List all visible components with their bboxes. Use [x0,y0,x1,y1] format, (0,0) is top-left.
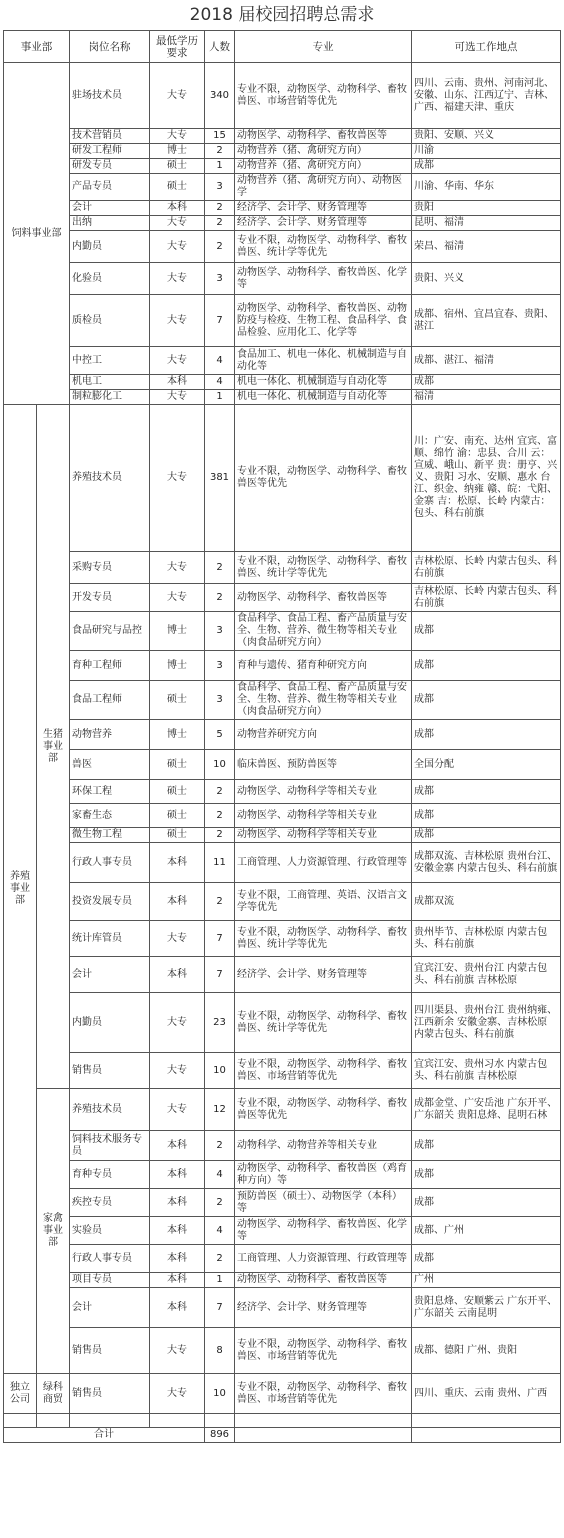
count-cell: 2 [205,828,235,843]
education-cell: 大专 [150,993,205,1053]
major-cell: 专业不限，动物医学、动物科学、畜牧兽医、统计学等优先 [235,231,412,263]
table-row [4,201,561,216]
major-cell: 经济学、会计学、财务管理等 [235,1288,412,1328]
major-cell: 动物医学、动物科学等相关专业 [235,828,412,843]
education-cell: 本科 [150,883,205,921]
major-cell: 动物医学、动物科学、畜牧兽医等 [235,129,412,144]
position-cell: 家畜生态 [70,804,150,828]
major-cell: 动物医学、动物科学、畜牧兽医（鸡育种方向）等 [235,1161,412,1189]
header-dept: 事业部 [4,31,70,63]
table-row [4,295,561,347]
location-cell: 成都金堂、广安岳池 广东开平、广东韶关 贵阳息烽、昆明石林 [412,1089,561,1131]
empty-cell [412,1414,561,1428]
position-cell: 内勤员 [70,993,150,1053]
count-cell: 340 [205,63,235,129]
table-row [4,804,561,828]
total-count: 896 [205,1428,235,1443]
position-cell: 统计库管员 [70,921,150,957]
position-cell: 育种专员 [70,1161,150,1189]
count-cell: 11 [205,843,235,883]
major-cell: 机电一体化、机械制造与自动化等 [235,375,412,390]
position-cell: 行政人事专员 [70,1245,150,1273]
table-row [4,1217,561,1245]
position-cell: 实验员 [70,1217,150,1245]
location-cell: 四川、云南、贵州、河南河北、安徽、山东、江西辽宁、吉林、广西、福建天津、重庆 [412,63,561,129]
header-major: 专业 [235,31,412,63]
education-cell: 博士 [150,651,205,681]
education-cell: 大专 [150,405,205,552]
position-cell: 食品工程师 [70,681,150,720]
count-cell: 1 [205,1273,235,1288]
location-cell: 成都 [412,1189,561,1217]
empty-cell [70,1414,150,1428]
table-row [4,405,561,552]
group-pig: 生猪事业部 [37,405,70,1089]
education-cell: 大专 [150,347,205,375]
location-cell: 四川渠县、贵州台江 贵州纳雍、江西新余 安徽金寨、吉林松原 内蒙古包头、科右前旗 [412,993,561,1053]
education-cell: 大专 [150,263,205,295]
education-cell: 大专 [150,129,205,144]
major-cell: 动物营养（猪、禽研究方向） [235,159,412,174]
table-row [4,390,561,405]
table-row [4,1273,561,1288]
education-cell: 博士 [150,720,205,750]
major-cell: 经济学、会计学、财务管理等 [235,216,412,231]
location-cell: 成都、宿州、宜昌宜春、贵阳、湛江 [412,295,561,347]
education-cell: 大专 [150,216,205,231]
total-row [4,1428,561,1443]
education-cell: 大专 [150,584,205,612]
location-cell: 成都、德阳 广州、贵阳 [412,1328,561,1374]
major-cell: 育种与遗传、猪育种研究方向 [235,651,412,681]
count-cell: 381 [205,405,235,552]
recruitment-table [3,30,561,1443]
location-cell: 成都 [412,828,561,843]
location-cell: 吉林松原、长岭 内蒙古包头、科右前旗 [412,584,561,612]
position-cell: 兽医 [70,750,150,780]
education-cell: 硕士 [150,750,205,780]
location-cell: 成都 [412,612,561,651]
table-row [4,720,561,750]
table-row [4,159,561,174]
major-cell: 动物营养研究方向 [235,720,412,750]
location-cell: 贵阳息烽、安顺紫云 广东开平、广东韶关 云南昆明 [412,1288,561,1328]
major-cell: 工商管理、人力资源管理、行政管理等 [235,843,412,883]
location-cell: 川渝、华南、华东 [412,174,561,201]
education-cell: 本科 [150,1161,205,1189]
education-cell: 大专 [150,231,205,263]
major-cell: 动物营养（猪、禽研究方向） [235,144,412,159]
major-cell: 专业不限，动物医学、动物科学、畜牧兽医、市场营销等优先 [235,1053,412,1089]
position-cell: 项目专员 [70,1273,150,1288]
count-cell: 4 [205,347,235,375]
location-cell: 成都、湛江、福清 [412,347,561,375]
count-cell: 7 [205,957,235,993]
position-cell: 养殖技术员 [70,405,150,552]
table-row [4,1414,561,1428]
total-label: 合计 [4,1428,205,1443]
education-cell: 硕士 [150,681,205,720]
major-cell: 工商管理、人力资源管理、行政管理等 [235,1245,412,1273]
table-row [4,1053,561,1089]
major-cell: 专业不限，工商管理、英语、汉语言文学等优先 [235,883,412,921]
table-row [4,129,561,144]
table-row [4,144,561,159]
location-cell: 广州 [412,1273,561,1288]
location-cell: 川渝 [412,144,561,159]
location-cell: 成都 [412,1131,561,1161]
count-cell: 2 [205,201,235,216]
group-independent: 独立公司 [4,1374,37,1414]
education-cell: 大专 [150,295,205,347]
header-row [4,31,561,63]
major-cell: 临床兽医、预防兽医等 [235,750,412,780]
education-cell: 大专 [150,552,205,584]
empty-cell [4,1414,37,1428]
location-cell: 成都 [412,681,561,720]
location-cell: 贵州毕节、吉林松原 内蒙古包头、科右前旗 [412,921,561,957]
count-cell: 4 [205,375,235,390]
education-cell: 本科 [150,1189,205,1217]
count-cell: 10 [205,1374,235,1414]
education-cell: 本科 [150,843,205,883]
group-feed: 饲料事业部 [4,63,70,405]
header-count: 人数 [205,31,235,63]
position-cell: 出纳 [70,216,150,231]
education-cell: 大专 [150,1089,205,1131]
location-cell: 贵阳 [412,201,561,216]
major-cell: 食品加工、机电一体化、机械制造与自动化等 [235,347,412,375]
location-cell: 成都 [412,651,561,681]
position-cell: 销售员 [70,1328,150,1374]
empty-cell [37,1414,70,1428]
count-cell: 2 [205,780,235,804]
table-row [4,347,561,375]
count-cell: 2 [205,231,235,263]
education-cell: 硕士 [150,804,205,828]
location-cell: 成都 [412,780,561,804]
position-cell: 育种工程师 [70,651,150,681]
position-cell: 食品研究与品控 [70,612,150,651]
table-row [4,843,561,883]
education-cell: 本科 [150,1273,205,1288]
table-row [4,1374,561,1414]
major-cell: 动物医学、动物科学、畜牧兽医等 [235,1273,412,1288]
count-cell: 3 [205,174,235,201]
table-row [4,1131,561,1161]
position-cell: 开发专员 [70,584,150,612]
location-cell: 成都、广州 [412,1217,561,1245]
education-cell: 硕士 [150,159,205,174]
major-cell: 专业不限，动物医学、动物科学、畜牧兽医、统计学等优先 [235,921,412,957]
position-cell: 会计 [70,201,150,216]
table-row [4,375,561,390]
major-cell: 专业不限，动物医学、动物科学、畜牧兽医、市场营销等优先 [235,63,412,129]
empty-cell [235,1428,412,1443]
major-cell: 动物科学、动物营养等相关专业 [235,1131,412,1161]
location-cell: 吉林松原、长岭 内蒙古包头、科右前旗 [412,552,561,584]
header-location: 可选工作地点 [412,31,561,63]
location-cell: 宜宾江安、贵州台江 内蒙古包头、科右前旗 吉林松原 [412,957,561,993]
table-row [4,1189,561,1217]
count-cell: 3 [205,651,235,681]
count-cell: 23 [205,993,235,1053]
position-cell: 研发工程师 [70,144,150,159]
location-cell: 成都 [412,159,561,174]
location-cell: 成都双流、吉林松原 贵州台江、安徽金寨 内蒙古包头、科右前旗 [412,843,561,883]
position-cell: 质检员 [70,295,150,347]
group-breeding: 养殖事业部 [4,405,37,1374]
education-cell: 大专 [150,921,205,957]
education-cell: 硕士 [150,828,205,843]
table-row [4,883,561,921]
header-position: 岗位名称 [70,31,150,63]
education-cell: 博士 [150,144,205,159]
major-cell: 专业不限，动物医学、动物科学、畜牧兽医、统计学等优先 [235,552,412,584]
empty-cell [205,1414,235,1428]
education-cell: 大专 [150,63,205,129]
major-cell: 机电一体化、机械制造与自动化等 [235,390,412,405]
major-cell: 食品科学、食品工程、畜产品质量与安全、生物、营养、微生物等相关专业（肉食品研究方向） [235,612,412,651]
location-cell: 成都 [412,375,561,390]
position-cell: 销售员 [70,1374,150,1414]
major-cell: 经济学、会计学、财务管理等 [235,201,412,216]
count-cell: 10 [205,1053,235,1089]
major-cell: 专业不限，动物医学、动物科学、畜牧兽医、市场营销等优先 [235,1374,412,1414]
major-cell: 动物医学、动物科学、畜牧兽医、动物防疫与检疫、生物工程、食品科学、食品检验、应用化工、化学等 [235,295,412,347]
location-cell: 贵阳、兴义 [412,263,561,295]
position-cell: 养殖技术员 [70,1089,150,1131]
count-cell: 12 [205,1089,235,1131]
position-cell: 化验员 [70,263,150,295]
location-cell: 贵阳、安顺、兴义 [412,129,561,144]
education-cell: 本科 [150,1288,205,1328]
count-cell: 2 [205,804,235,828]
major-cell: 食品科学、食品工程、畜产品质量与安全、生物、营养、微生物等相关专业（肉食品研究方向） [235,681,412,720]
table-row [4,957,561,993]
empty-cell [412,1428,561,1443]
group-green: 绿科商贸 [37,1374,70,1414]
education-cell: 大专 [150,1328,205,1374]
major-cell: 专业不限，动物医学、动物科学、畜牧兽医、统计学等优先 [235,993,412,1053]
position-cell: 会计 [70,957,150,993]
education-cell: 本科 [150,201,205,216]
table-row [4,552,561,584]
education-cell: 大专 [150,1374,205,1414]
location-cell: 荣昌、福清 [412,231,561,263]
position-cell: 投资发展专员 [70,883,150,921]
table-row [4,263,561,295]
count-cell: 2 [205,883,235,921]
position-cell: 疾控专员 [70,1189,150,1217]
education-cell: 大专 [150,390,205,405]
education-cell: 博士 [150,612,205,651]
major-cell: 经济学、会计学、财务管理等 [235,957,412,993]
table-row [4,216,561,231]
position-cell: 机电工 [70,375,150,390]
major-cell: 动物营养（猪、禽研究方向）、动物医学 [235,174,412,201]
count-cell: 15 [205,129,235,144]
location-cell: 昆明、福清 [412,216,561,231]
table-row [4,612,561,651]
location-cell: 成都 [412,720,561,750]
position-cell: 环保工程 [70,780,150,804]
position-cell: 内勤员 [70,231,150,263]
major-cell: 动物医学、动物科学、畜牧兽医、化学等 [235,1217,412,1245]
major-cell: 预防兽医（硕士）、动物医学（本科）等 [235,1189,412,1217]
location-cell: 成都 [412,1245,561,1273]
location-cell: 福清 [412,390,561,405]
position-cell: 销售员 [70,1053,150,1089]
position-cell: 采购专员 [70,552,150,584]
table-row [4,1089,561,1131]
education-cell: 大专 [150,1053,205,1089]
count-cell: 2 [205,144,235,159]
count-cell: 7 [205,1288,235,1328]
count-cell: 2 [205,584,235,612]
major-cell: 专业不限，动物医学、动物科学、畜牧兽医、市场营销等优先 [235,1328,412,1374]
count-cell: 2 [205,1189,235,1217]
count-cell: 3 [205,612,235,651]
count-cell: 10 [205,750,235,780]
count-cell: 3 [205,263,235,295]
education-cell: 本科 [150,375,205,390]
table-row [4,993,561,1053]
table-row [4,1288,561,1328]
education-cell: 硕士 [150,174,205,201]
position-cell: 技术营销员 [70,129,150,144]
position-cell: 动物营养 [70,720,150,750]
table-row [4,584,561,612]
count-cell: 1 [205,390,235,405]
education-cell: 本科 [150,1245,205,1273]
position-cell: 产品专员 [70,174,150,201]
count-cell: 8 [205,1328,235,1374]
page-title: 2018 届校园招聘总需求 [189,5,375,25]
position-cell: 饲料技术服务专员 [70,1131,150,1161]
position-cell: 会计 [70,1288,150,1328]
location-cell: 成都双流 [412,883,561,921]
education-cell: 硕士 [150,780,205,804]
location-cell: 成都 [412,804,561,828]
count-cell: 2 [205,216,235,231]
position-cell: 行政人事专员 [70,843,150,883]
empty-cell [235,1414,412,1428]
table-row [4,231,561,263]
education-cell: 本科 [150,957,205,993]
count-cell: 5 [205,720,235,750]
location-cell: 四川、重庆、云南 贵州、广西 [412,1374,561,1414]
header-edu: 最低学历要求 [150,31,205,63]
position-cell: 研发专员 [70,159,150,174]
table-row [4,1328,561,1374]
table-row [4,1245,561,1273]
count-cell: 2 [205,1245,235,1273]
table-row [4,174,561,201]
position-cell: 微生物工程 [70,828,150,843]
table-row [4,681,561,720]
education-cell: 本科 [150,1131,205,1161]
table-row [4,651,561,681]
count-cell: 4 [205,1217,235,1245]
location-cell: 全国分配 [412,750,561,780]
position-cell: 中控工 [70,347,150,375]
location-cell: 宜宾江安、贵州习水 内蒙古包头、科右前旗 吉林松原 [412,1053,561,1089]
major-cell: 动物医学、动物科学、畜牧兽医等 [235,584,412,612]
count-cell: 3 [205,681,235,720]
count-cell: 1 [205,159,235,174]
count-cell: 2 [205,1131,235,1161]
table-row [4,63,561,129]
count-cell: 7 [205,921,235,957]
table-row [4,828,561,843]
education-cell: 本科 [150,1217,205,1245]
location-cell: 川：广安、南充、达州 宜宾、富顺、绵竹 渝：忠县、合川 云：宣威、峨山、新平 贵：册亨、兴义、贵阳 习水、安顺、惠水 台江、织金、纳雍 赣、皖：弋阳、金寨 吉：松原、长岭 内蒙古：包头、科右前旗 [412,405,561,552]
group-poultry: 家禽事业部 [37,1089,70,1374]
major-cell: 专业不限，动物医学、动物科学、畜牧兽医等优先 [235,405,412,552]
count-cell: 2 [205,552,235,584]
major-cell: 动物医学、动物科学等相关专业 [235,804,412,828]
empty-cell [150,1414,205,1428]
major-cell: 动物医学、动物科学等相关专业 [235,780,412,804]
table-row [4,780,561,804]
table-row [4,921,561,957]
major-cell: 专业不限，动物医学、动物科学、畜牧兽医等优先 [235,1089,412,1131]
count-cell: 4 [205,1161,235,1189]
count-cell: 7 [205,295,235,347]
position-cell: 驻场技术员 [70,63,150,129]
position-cell: 制粒膨化工 [70,390,150,405]
major-cell: 动物医学、动物科学、畜牧兽医、化学等 [235,263,412,295]
table-row [4,1161,561,1189]
location-cell: 成都 [412,1161,561,1189]
table-row [4,750,561,780]
